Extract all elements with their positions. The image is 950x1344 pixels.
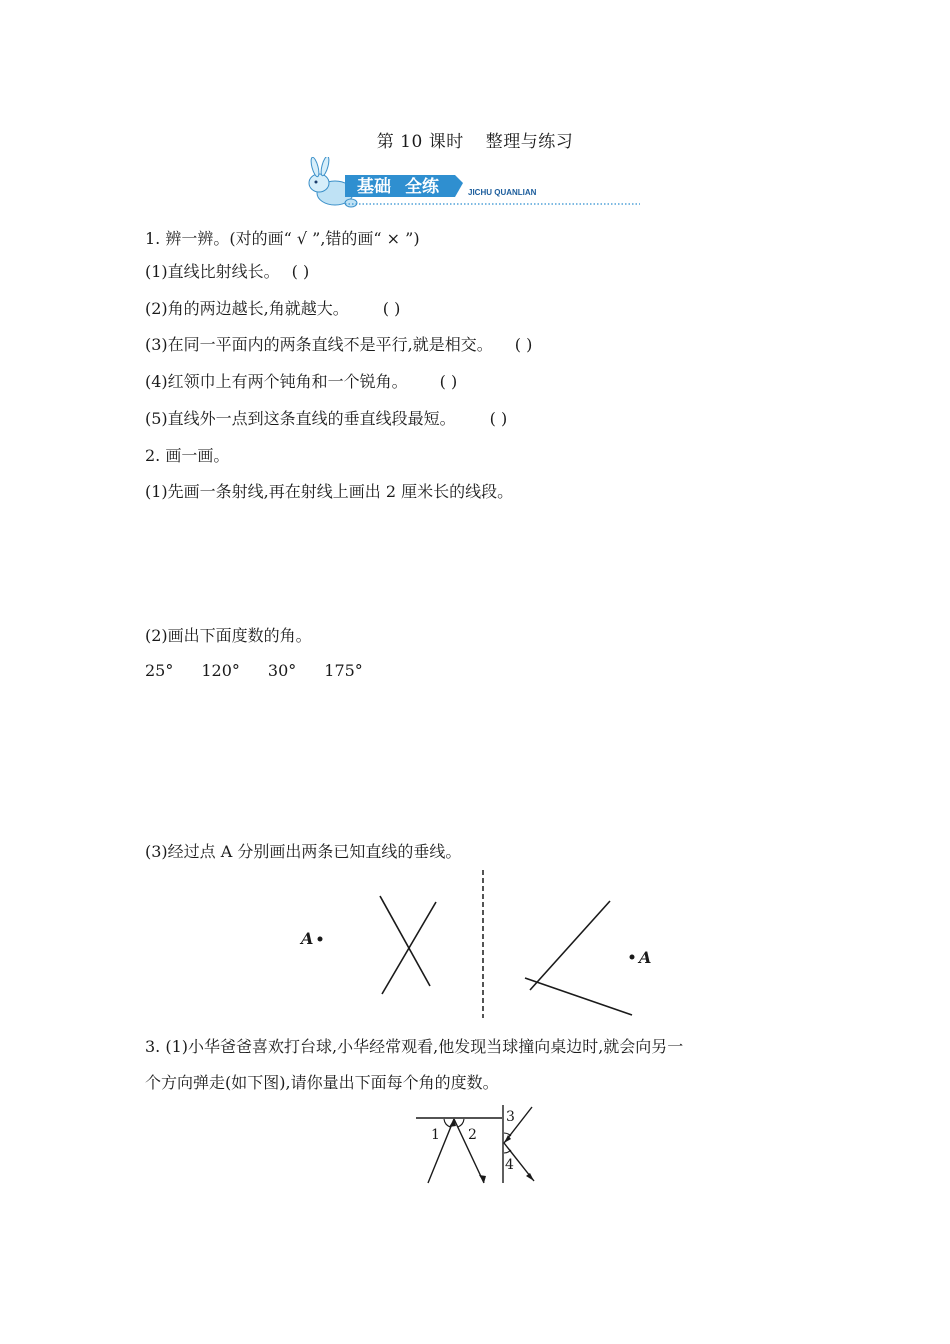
q1-item-3	[145, 335, 532, 355]
q2-sub1: (1)先画一条射线,再在射线上画出 2 厘米长的线段。	[145, 482, 514, 501]
point-a-left	[318, 937, 323, 942]
lesson-number: 第 10 课时	[376, 132, 464, 152]
billiard-figure	[410, 1103, 550, 1188]
q1-item-text: (3)在同一平面内的两条直线不是平行,就是相交。	[145, 335, 493, 354]
given-line-left-1	[380, 896, 430, 986]
q1-heading: 1. 辨一辨。(对的画“ √ ”,错的画“ × ”)	[145, 229, 420, 248]
q1-item-4	[145, 372, 457, 392]
banner-accent-text: 全练	[405, 177, 439, 196]
point-a-label-right: A	[639, 948, 652, 967]
angle-value: 120°	[201, 661, 240, 680]
given-line-right-2	[525, 978, 632, 1015]
angle-value: 175°	[324, 661, 363, 680]
q1-item-text: (5)直线外一点到这条直线的垂直线段最短。	[145, 409, 456, 428]
answer-bracket[interactable]: ( )	[489, 409, 508, 428]
banner-graphic	[305, 157, 645, 213]
angle-label-4: 4	[505, 1157, 514, 1173]
q1-item-2	[145, 299, 400, 319]
answer-bracket[interactable]: ( )	[514, 335, 533, 354]
q2-sub3: (3)经过点 A 分别画出两条已知直线的垂线。	[145, 842, 462, 861]
angle-label-2: 2	[468, 1127, 477, 1143]
q3-line1: 3. (1)小华爸爸喜欢打台球,小华经常观看,他发现当球撞向桌边时,就会向另一	[145, 1037, 684, 1056]
answer-bracket[interactable]: ( )	[439, 372, 458, 391]
q2-heading: 2. 画一画。	[145, 446, 230, 465]
given-line-right-1	[530, 901, 610, 990]
q1-item-text: (2)角的两边越长,角就越大。	[145, 299, 349, 318]
answer-bracket[interactable]: ( )	[382, 299, 401, 318]
perpendicular-figure	[290, 868, 670, 1022]
banner-pinyin: JICHU QUANLIAN	[468, 188, 537, 197]
angle-label-3: 3	[506, 1109, 515, 1125]
angle-value: 25°	[145, 661, 174, 680]
q1-item-text: (4)红领巾上有两个钝角和一个锐角。	[145, 372, 408, 391]
lesson-name: 整理与练习	[485, 132, 574, 152]
angle-list	[145, 661, 391, 681]
section-banner	[305, 157, 645, 213]
banner-main-text: 基础	[357, 177, 391, 196]
q1-item-5	[145, 409, 507, 429]
q1-item-text: (1)直线比射线长。	[145, 262, 280, 281]
q1-item-1	[145, 262, 309, 282]
point-a-label-left: A	[301, 929, 314, 948]
q2-sub2: (2)画出下面度数的角。	[145, 626, 312, 645]
q3-line2: 个方向弹走(如下图),请你量出下面每个角的度数。	[145, 1073, 499, 1092]
answer-bracket[interactable]: ( )	[291, 262, 310, 281]
angle-value: 30°	[267, 661, 297, 680]
point-a-right	[630, 955, 635, 960]
page-title	[0, 127, 950, 152]
angle-label-1: 1	[431, 1127, 440, 1143]
